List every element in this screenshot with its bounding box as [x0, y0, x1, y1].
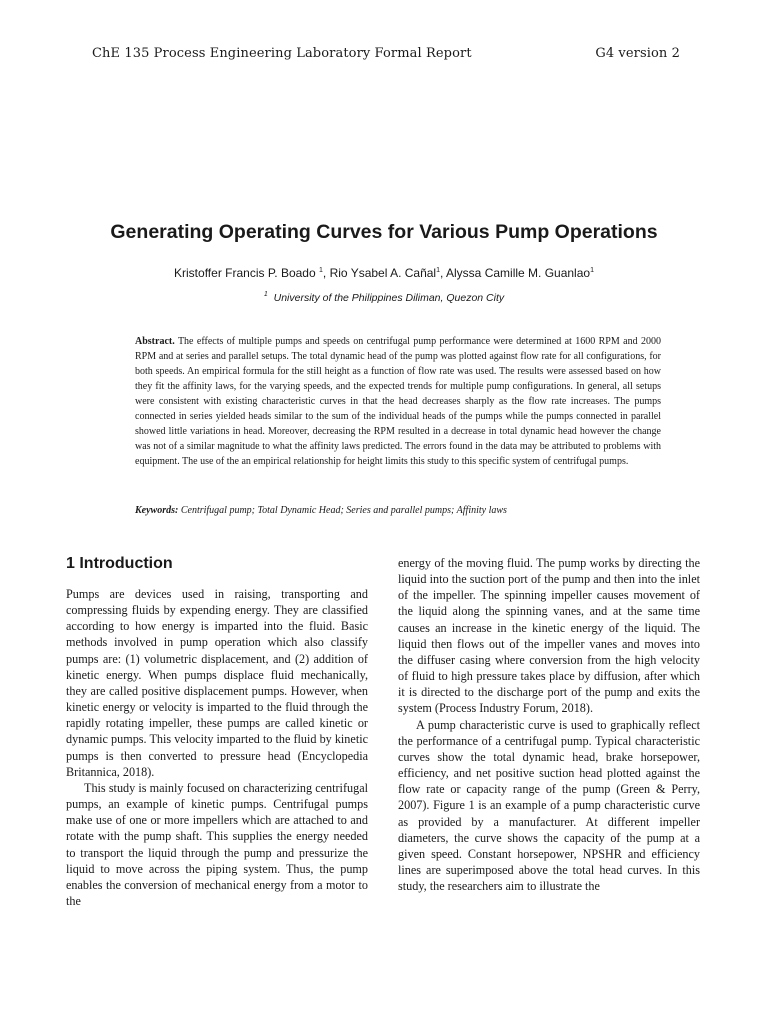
affiliation-marker: 1: [590, 267, 594, 274]
body-paragraph: energy of the moving fluid. The pump works by directing the liquid into the suction port of the pump and then into the inlet of the impeller. The spinning impeller causes movement of the liquid along the spinning vanes, and at the same time causes an increase in the kinetic energy of the liquid. The liquid then flows out of the impeller vanes and moves into the diffuser casing where conversion from the high velocity of fluid to high pressure takes place by diffusion, after which it is directed to the discharge port of the pump and exits the system (Process Industry Forum, 2018).: [398, 556, 700, 716]
paper-title: Generating Operating Curves for Various Pump Operations: [110, 221, 658, 243]
keywords-label: Keywords:: [135, 505, 179, 516]
affiliation-marker: 1: [319, 267, 323, 274]
abstract-label: Abstract.: [135, 336, 175, 347]
affiliation-marker: 1: [436, 267, 440, 274]
keywords: [135, 503, 661, 518]
body-paragraph: Pumps are devices used in raising, transporting and compressing fluids by expending energy. They are classified according to how energy is imparted into the fluid. Basic methods involved in pump operation which also classify pumps are: (1) volumetric displacement, and (2) addition of kinetic energy. When pumps displace fluid mechanically, they are called positive displacement pumps. However, when kinetic energy or velocity is imparted to the fluid through the rapidly rotating impeller, these pumps are called kinetic or dynamic pumps. This velocity imparted to the fluid by kinetic pumps is then converted to pressure head (Encyclopedia Britannica, 2018).: [66, 587, 368, 779]
author-separator: ,: [322, 266, 330, 280]
author-list: [0, 266, 768, 280]
author-separator: ,: [440, 266, 447, 280]
body-paragraph: A pump characteristic curve is used to graphically reflect the performance of a centrifugal pump. Typical characteristic curves show the total dynamic head, brake horsepower, efficiency, and net positive suction head plotted against the flow rate or capacity range of the pump (Green & Perry, 2007). Figure 1 is an example of a pump characteristic curve as provided by a manufacturer. At different impeller diameters, the curve shows the capacity of the pump at a given speed. Constant horsepower, NPSHR and efficiency lines are superimposed above the total head curves. In this study, the researchers aim to illustrate the: [398, 717, 700, 894]
affiliation-marker: 1: [263, 291, 268, 298]
header-version: G4 version 2: [595, 46, 680, 61]
header-course-title: ChE 135 Process Engineering Laboratory Formal Report: [92, 46, 472, 61]
body-paragraph: This study is mainly focused on characterizing centrifugal pumps, an example of kinetic pumps. Centrifugal pumps make use of one or more impellers which are attached to and rotate with the pump shaft. This supplies the energy needed to transport the liquid through the pump and pressurize the liquid to move across the piping system. Thus, the pump enables the conversion of mechanical energy from a motor to the: [66, 780, 368, 908]
abstract-text: The effects of multiple pumps and speeds on centrifugal pump performance were determined at 1600 RPM and 2000 RPM and at series and parallel setups. The total dynamic head of the pump was plotted against flow rate for all configurations, for both speeds. An empirical formula for the still height as a function of flow rate was used. The results were assessed based on how they fit the affinity laws, for the varying speeds, and the expected trends for multiple pump configurations. In general, all setups were consistent with existing characteristic curves in that the head decreases sharply as the flow rate increases. The pumps connected in series yielded heads similar to the sum of the individual heads of the pumps while the pumps connected in parallel showed little variations in head. Moreover, decreasing the RPM resulted in a decrease in total dynamic head however the change was not of a similar magnitude to what the affinity laws predicted. The errors found in the data may be attributed to problems with equipment. The use of the an empirical relationship for height limits this study to this specific system of centrifugal pumps.: [135, 336, 661, 467]
abstract: [135, 334, 661, 469]
body-column-right: [398, 555, 700, 894]
section-heading-introduction: 1 Introduction: [66, 555, 173, 572]
author-name: Alyssa Camille M. Guanlao: [446, 266, 591, 280]
affiliation-text: University of the Philippines Diliman, Quezon City: [273, 292, 505, 304]
keywords-text: Centrifugal pump; Total Dynamic Head; Series and parallel pumps; Affinity laws: [180, 505, 507, 516]
body-column-left: [66, 586, 368, 909]
author-name: Kristoffer Francis P. Boado: [174, 266, 316, 280]
author-name: Rio Ysabel A. Cañal: [329, 266, 437, 280]
running-header: [92, 46, 680, 61]
affiliation: [0, 291, 768, 304]
